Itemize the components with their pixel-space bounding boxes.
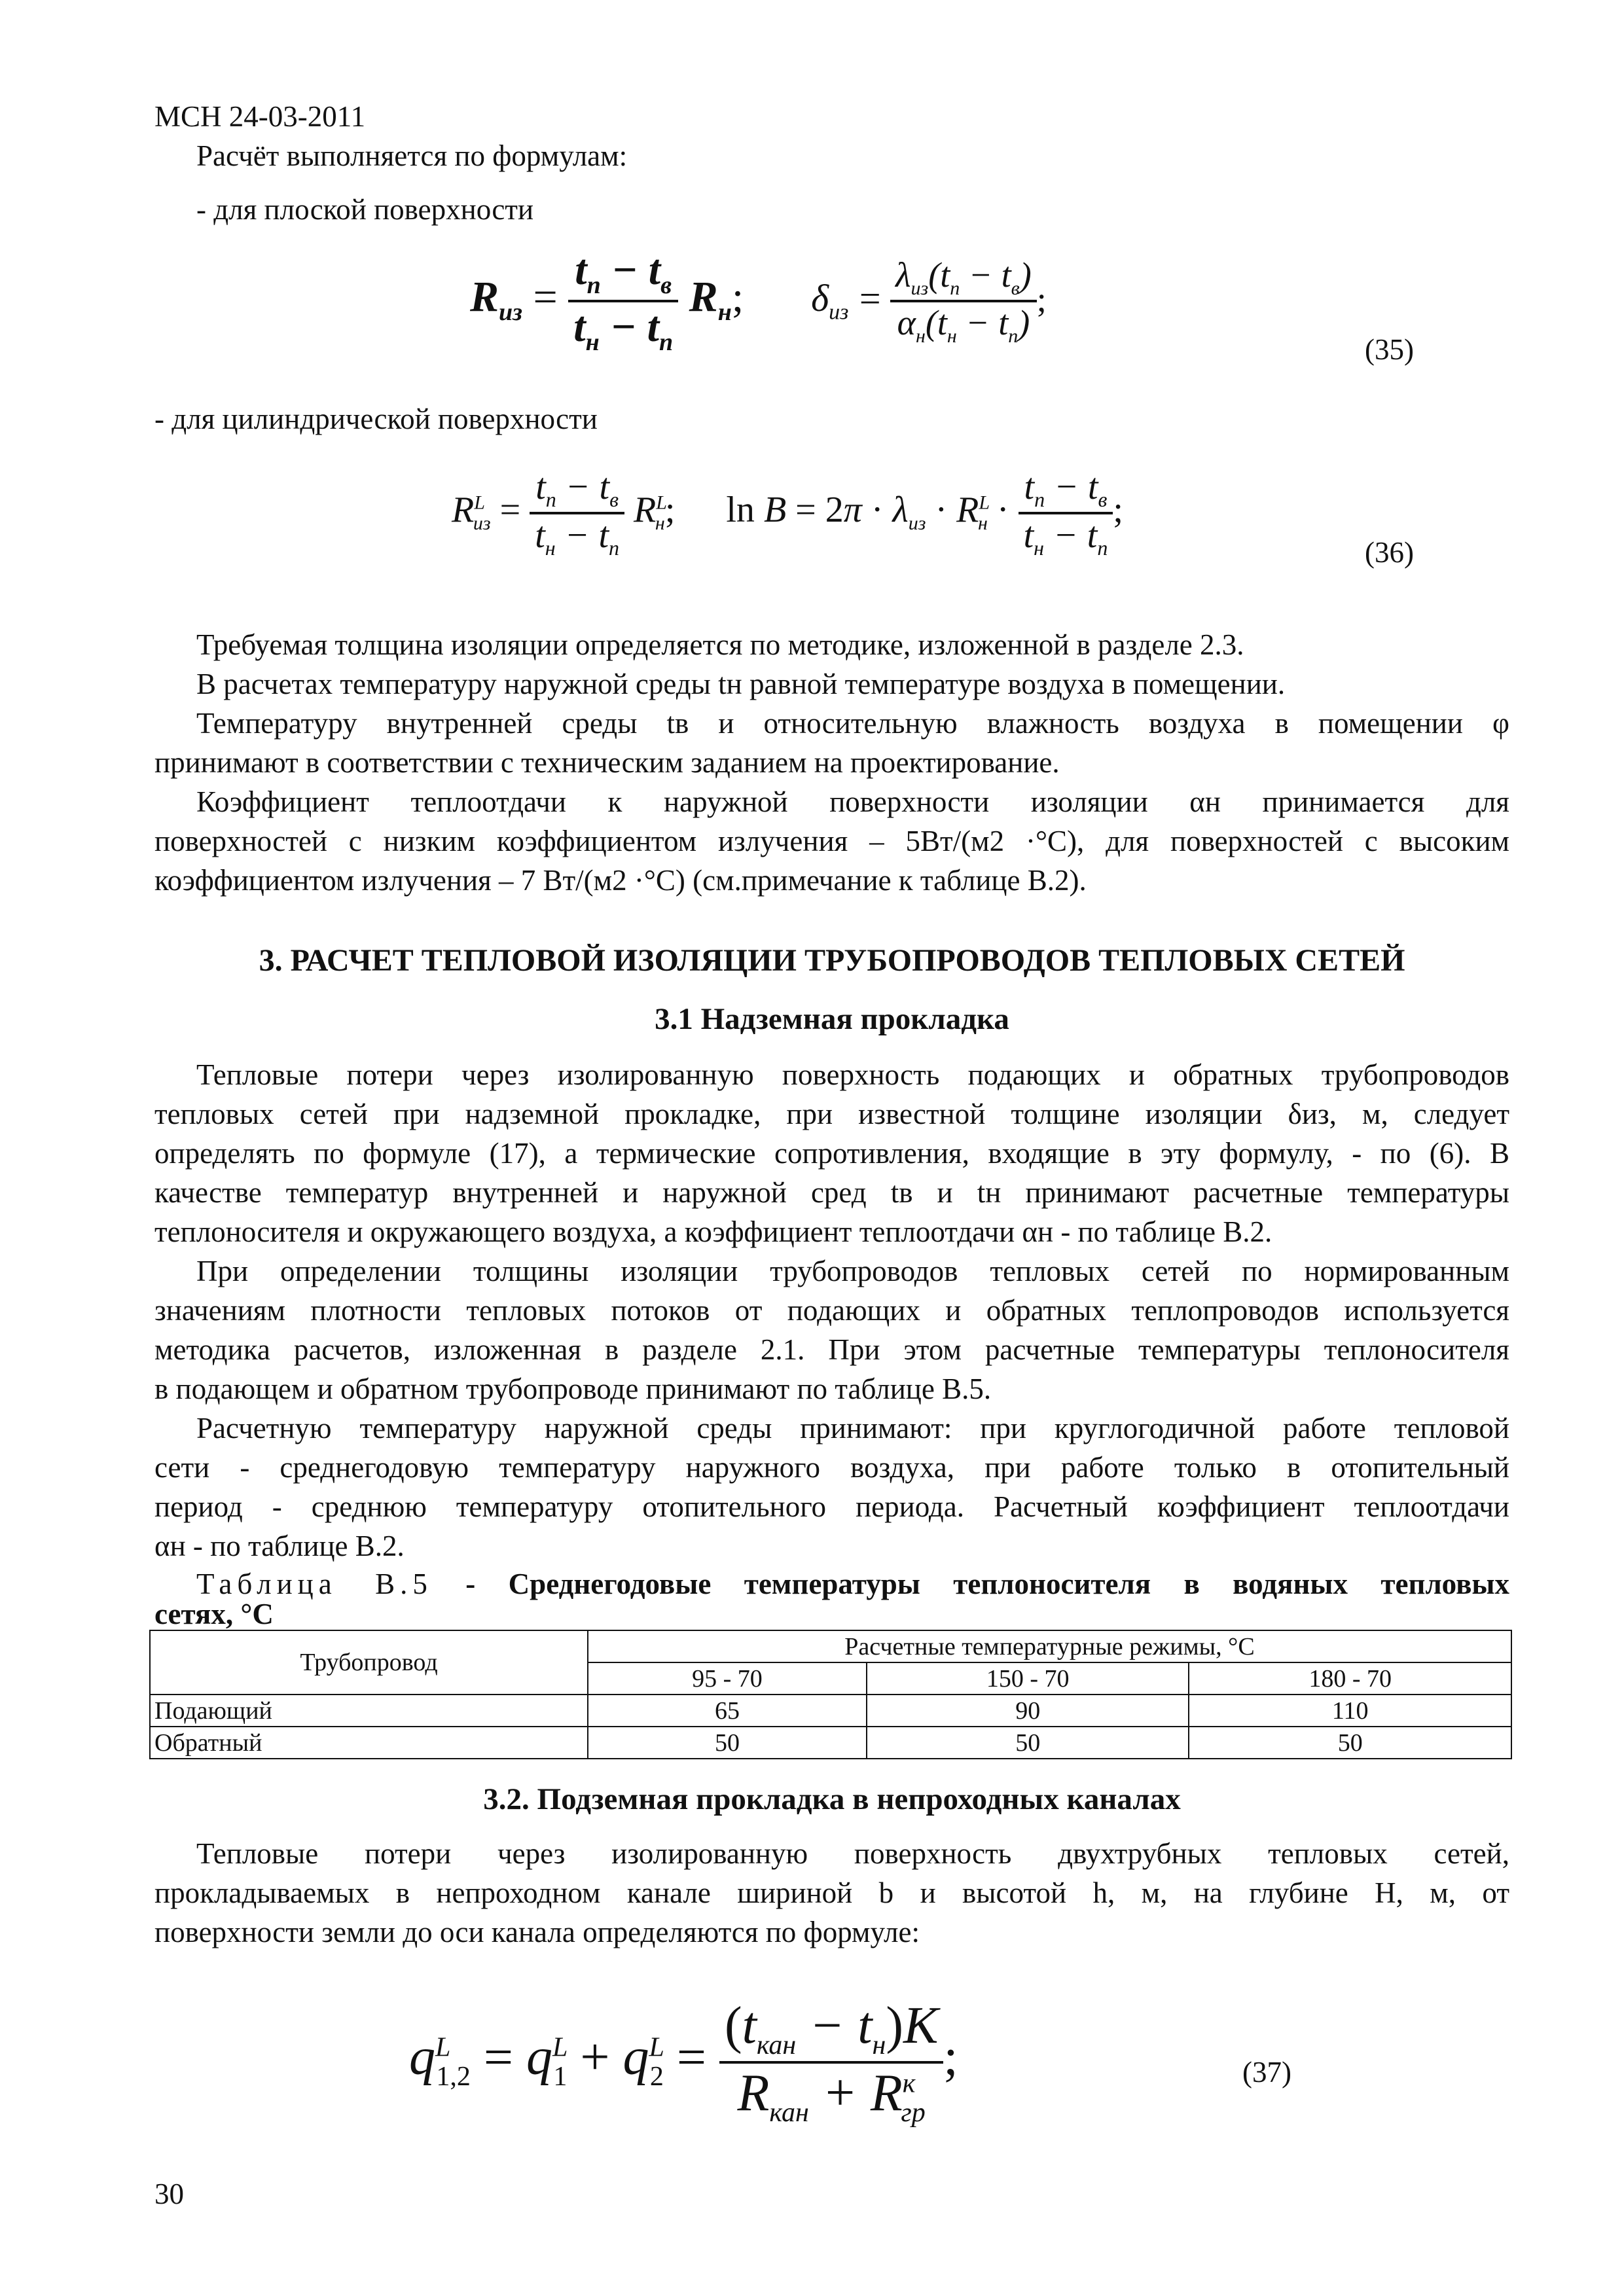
paragraph-heat-loss-l4: качестве температур внутренней и наружной сред tв и tн принимают расчетные температуры — [154, 1176, 1509, 1209]
equation-36-number: (36) — [1365, 536, 1414, 569]
equation-36: $R^L_{из}$ = $\frac{t_п - t_в}{t_н - t_п}$ $R^L_н$; $\ln B = 2\pi \cdot \lambda_{из} \cdot R^L_н$ · $\frac{t_п - t_в}{t_н - t_п}$ ; — [452, 467, 1123, 560]
table-b5-caption-line2 — [154, 1594, 1509, 1634]
paragraph-heat-loss-l3: определять по формуле (17), а термические сопротивления, входящие в эту формулу, - по (6). В — [154, 1137, 1509, 1170]
section-3-1-title: 3.1 Надземная прокладка — [655, 1002, 1009, 1036]
paragraph-design-temperature-l3: период - среднюю температуру отопительного периода. Расчетный коэффициент теплоотдачи — [154, 1490, 1509, 1523]
table-header-row — [150, 1630, 1511, 1662]
page-number: 30 — [154, 2178, 184, 2210]
equation-37-number: (37) — [1242, 2056, 1291, 2089]
paragraph-design-temperature-l2: сети - среднегодовую температуру наружного воздуха, при работе только в отопительный — [154, 1451, 1509, 1484]
table-b5-caption-prefix: Таблица В.5 — [196, 1568, 433, 1600]
paragraph-heat-transfer-l3: коэффициентом излучения – 7 Вт/(м2 ·°С) (см.примечание к таблице В.2). — [154, 864, 1087, 897]
paragraph-heat-loss-l2: тепловых сетей при надземной прокладке, при известной толщине изоляции δиз, м, следует — [154, 1098, 1509, 1130]
paragraph-inner-temperature-l2: принимают в соответствии с техническим заданием на проектирование. — [154, 746, 1060, 779]
cylindrical-surface-label: - для цилиндрической поверхности — [154, 403, 598, 435]
table-row-name: Обратный — [150, 1727, 588, 1759]
table-row — [150, 1695, 1511, 1727]
table-b5 — [149, 1630, 1512, 1759]
equation-35: $R_{из}$ = $\frac{t_п - t_в}{t_н - t_п}$ $R_н$; $\delta_{из}$ = $\frac{\lambda_{из}(t_п - t_в)}{\alpha_н(t_н - t_п)}$ ; — [470, 246, 1047, 357]
equation-35-number: (35) — [1365, 333, 1414, 366]
paragraph-design-temperature-l1: Расчетную температуру наружной среды принимают: при круглогодичной работе тепловой — [196, 1412, 1509, 1444]
section-3-2-title: 3.2. Подземная прокладка в непроходных каналах — [483, 1782, 1181, 1816]
intro-text: Расчёт выполняется по формулам: — [196, 139, 628, 172]
table-row-name: Подающий — [150, 1695, 588, 1727]
paragraph-heat-loss-l5: теплоносителя и окружающего воздуха, а коэффициент теплоотдачи αн - по таблице В.2. — [154, 1215, 1272, 1248]
table-cell: 50 — [867, 1727, 1189, 1759]
paragraph-heat-transfer-l1: Коэффициент теплоотдачи к наружной поверхности изоляции αн принимается для — [196, 785, 1509, 818]
paragraph-thickness-method-l2: значениям плотности тепловых потоков от подающих и обратных теплопроводов используется — [154, 1294, 1509, 1327]
table-cell: 110 — [1189, 1695, 1511, 1727]
table-row — [150, 1727, 1511, 1759]
equation-37: $q^L_{1,2} = q^L_1 + q^L_2$ = $\frac{(t_{кан} - t_н)K}{R_{кан} + R^к_{гр}}$ ; — [409, 1997, 958, 2128]
paragraph-heat-transfer-l2: поверхностей с низким коэффициентом излучения – 5Вт/(м2 ·°С), для поверхностей с высоким — [154, 825, 1509, 857]
paragraph-thickness-method-l3: методика расчетов, изложенная в разделе 2.1. При этом расчетные температуры теплоносителя — [154, 1333, 1509, 1366]
table-cell: 50 — [1189, 1727, 1511, 1759]
table-cell: 65 — [588, 1695, 867, 1727]
table-b5-caption-title: - Среднегодовые температуры теплоносителя в водяных тепловых — [465, 1568, 1510, 1600]
paragraph-channel-loss-l3: поверхности земли до оси канала определяются по формуле: — [154, 1916, 920, 1948]
table-cell: 50 — [588, 1727, 867, 1759]
paragraph-design-temperature-l4: αн - по таблице В.2. — [154, 1530, 405, 1562]
paragraph-channel-loss-l2: прокладываемых в непроходном канале шириной b и высотой h, м, на глубине H, м, от — [154, 1876, 1509, 1909]
section-3-title: 3. РАСЧЕТ ТЕПЛОВОЙ ИЗОЛЯЦИИ ТРУБОПРОВОДОВ ТЕПЛОВЫХ СЕТЕЙ — [259, 943, 1405, 978]
table-header-mode-3: 180 - 70 — [1189, 1662, 1511, 1695]
table-cell: 90 — [867, 1695, 1189, 1727]
paragraph-thickness-method-l4: в подающем и обратном трубопроводе принимают по таблице В.5. — [154, 1372, 992, 1405]
table-header-mode-2: 150 - 70 — [867, 1662, 1189, 1695]
table-header-mode-1: 95 - 70 — [588, 1662, 867, 1695]
paragraph-inner-temperature-l1: Температуру внутренней среды tв и относительную влажность воздуха в помещении φ — [196, 707, 1509, 740]
paragraph-insulation-thickness: Требуемая толщина изоляции определяется по методике, изложенной в разделе 2.3. — [196, 628, 1244, 661]
document-code: МСН 24-03-2011 — [154, 100, 366, 133]
flat-surface-label: - для плоской поверхности — [196, 193, 534, 226]
paragraph-heat-loss-l1: Тепловые потери через изолированную поверхность подающих и обратных трубопроводов — [196, 1058, 1509, 1091]
paragraph-thickness-method-l1: При определении толщины изоляции трубопроводов тепловых сетей по нормированным — [196, 1255, 1509, 1287]
paragraph-channel-loss-l1: Тепловые потери через изолированную поверхность двухтрубных тепловых сетей, — [196, 1837, 1509, 1870]
table-header-pipe: Трубопровод — [150, 1630, 588, 1695]
table-header-modes: Расчетные температурные режимы, °С — [588, 1630, 1511, 1662]
table-b5-caption-title-cont: сетях, °С — [154, 1598, 274, 1630]
paragraph-outer-temperature: В расчетах температуру наружной среды tн равной температуре воздуха в помещении. — [196, 668, 1286, 700]
